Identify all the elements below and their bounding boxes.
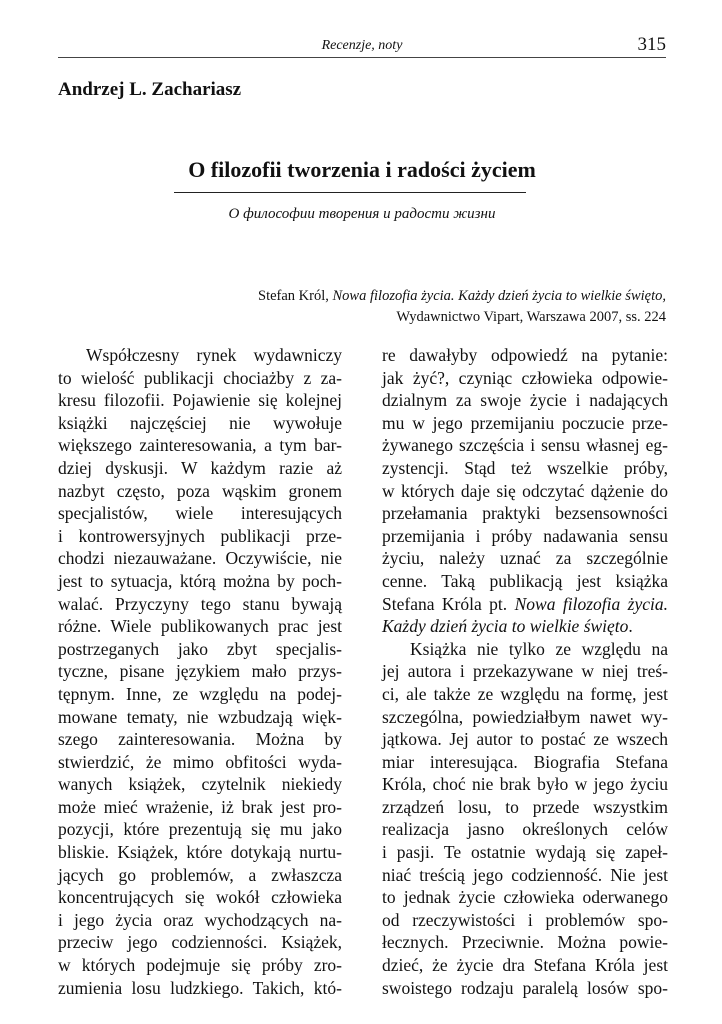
review-author: Andrzej L. Zachariasz xyxy=(58,79,242,100)
text-line: w których podejmuje się próby zro- xyxy=(58,955,342,976)
text-line: zumienia losu ludzkiego. Takich, któ- xyxy=(58,977,342,998)
text-line: może mieć wrażenie, iż brak jest pro- xyxy=(58,796,342,817)
article-subtitle-russian: О философии творения и радости жизни xyxy=(228,206,496,222)
text-line: życiu, należy uznać za szczególnie xyxy=(382,548,668,569)
text-line xyxy=(382,593,668,616)
text-line: Króla, choć nie brak było w jego życiu xyxy=(382,774,668,795)
text-line: różne. Wiele publikowanych prac jest xyxy=(58,616,342,637)
running-title: Recenzje, noty xyxy=(321,38,403,53)
text-line: kresu filozofii. Pojawienie się kolejnej xyxy=(58,390,342,411)
text-line: tępnym. Inne, ze względu na podej- xyxy=(58,683,342,704)
running-header xyxy=(58,36,666,58)
text-line: pozycji, które prezentują się mu jako xyxy=(58,819,342,840)
text-line: swoistego rodzaju paralelą losów spo- xyxy=(382,977,668,998)
text-line: łecznych. Przeciwnie. Można powie- xyxy=(382,932,668,953)
reviewed-book-citation xyxy=(106,286,666,328)
text-line: bliskie. Książek, które dotykają nurtu- xyxy=(58,842,342,863)
text-line: tyczne, pisane językiem mało przys- xyxy=(58,661,342,682)
text-column-right xyxy=(382,344,668,999)
page-number: 315 xyxy=(637,34,666,55)
text-line: to jednak życie człowieka oderwanego xyxy=(382,887,668,908)
text-line: szego zainteresowania. Można by xyxy=(58,729,342,750)
text-line: od rzeczywistości i problemów spo- xyxy=(382,909,668,930)
text-line: chodzi niezauważane. Oczywiście, nie xyxy=(58,548,342,569)
text-line xyxy=(382,615,668,638)
text-line: jak żyć?, czyniąc człowieka odpowie- xyxy=(382,367,668,388)
text-line: jątkowa. Jej autor to postać ze wszech xyxy=(382,729,668,750)
text-line: Współczesny rynek wydawniczy xyxy=(86,345,342,365)
text-line: i pasji. Te ostatnie wydają się zapeł- xyxy=(382,842,668,863)
text-line: większego zainteresowania, a tym bar- xyxy=(58,435,342,456)
citation-line-1 xyxy=(106,286,666,307)
book-title-fragment: Nowa filozofia życia. xyxy=(514,593,668,614)
text-line: jest to sytuacja, którą można by poch- xyxy=(58,570,342,591)
text-column-left xyxy=(58,344,342,999)
text-line: niać treścią jego codzienność. Nie jest xyxy=(382,864,668,885)
text-line: specjalistów, wiele interesujących xyxy=(58,503,342,524)
text-line: i jego życia oraz wychodzących na- xyxy=(58,909,342,930)
text-line: przeciw jego codzienności. Książek, xyxy=(58,932,342,953)
text-line: walać. Przyczyny tego stanu bywają xyxy=(58,593,342,614)
text-line: miar interesująca. Biografia Stefana xyxy=(382,751,668,772)
text-line: zystencji. Stąd też wszelkie próby, xyxy=(382,457,668,478)
text-line: to wielość publikacji chociażby z za- xyxy=(58,367,342,388)
text-line: i kontrowersyjnych publikacji prze- xyxy=(58,525,342,546)
text-line: postrzeganych jako zbyt specjalis- xyxy=(58,638,342,659)
text-fragment: Stefana Króla pt. xyxy=(382,593,515,614)
text-line: nazbyt często, poza wąskim gronem xyxy=(58,480,342,501)
citation-author: Stefan Król, xyxy=(258,288,333,304)
text-line: książki najczęściej nie wywołuje xyxy=(58,412,342,433)
text-line: zrządzeń losu, to przede wszystkim xyxy=(382,796,668,817)
text-line: dzialnym za swoje życie i nadających xyxy=(382,390,668,411)
text-line: mowane tematy, nie wzbudzają więk- xyxy=(58,706,342,727)
text-line: przełamania praktyki bezsensowności xyxy=(382,503,668,524)
text-line: stwierdzić, że mimo obfitości wyda- xyxy=(58,751,342,772)
text-line: w których daje się odczytać dążenie do xyxy=(382,480,668,501)
header-rule xyxy=(58,57,666,58)
text-line: dzieć, że życie dra Stefana Króla jest xyxy=(382,955,668,976)
text-line: Książka nie tylko ze względu na xyxy=(410,638,668,659)
title-underline xyxy=(174,192,526,193)
text-line: żywanego szczęścia i sensu własnej eg- xyxy=(382,435,668,456)
text-line: szczególna, powiedziałbym nawet wy- xyxy=(382,706,668,727)
text-line: przemijania i próby nadawania sensu xyxy=(382,525,668,546)
text-line: jących go problemów, a zwłaszcza xyxy=(58,864,342,885)
book-title-fragment: Każdy dzień życia to wielkie święto xyxy=(382,616,629,637)
article-title: O filozofii tworzenia i radości życiem xyxy=(188,157,536,182)
text-line: koncentrujących się wokół człowieka xyxy=(58,887,342,908)
text-line: cenne. Taką publikacją jest książka xyxy=(382,570,668,591)
text-line: ci, ale także ze względu na formę, jest xyxy=(382,683,668,704)
text-line: wanych książek, czytelnik niekiedy xyxy=(58,774,342,795)
citation-book-title: Nowa filozofia życia. Każdy dzień życia to wielkie święto, xyxy=(332,288,666,304)
text-line: re dawałyby odpowiedź na pytanie: xyxy=(382,345,668,365)
text-line: mu w jego przemijaniu poczucie prze- xyxy=(382,412,668,433)
text-fragment: . xyxy=(628,616,633,637)
text-line: realizacja jasno określonych celów xyxy=(382,819,668,840)
citation-line-2: Wydawnictwo Vipart, Warszawa 2007, ss. 224 xyxy=(396,309,666,325)
text-line: jej autora i przekazywane w niej treś- xyxy=(382,661,668,682)
text-line: dziej dyskusji. W każdym razie aż xyxy=(58,457,342,478)
